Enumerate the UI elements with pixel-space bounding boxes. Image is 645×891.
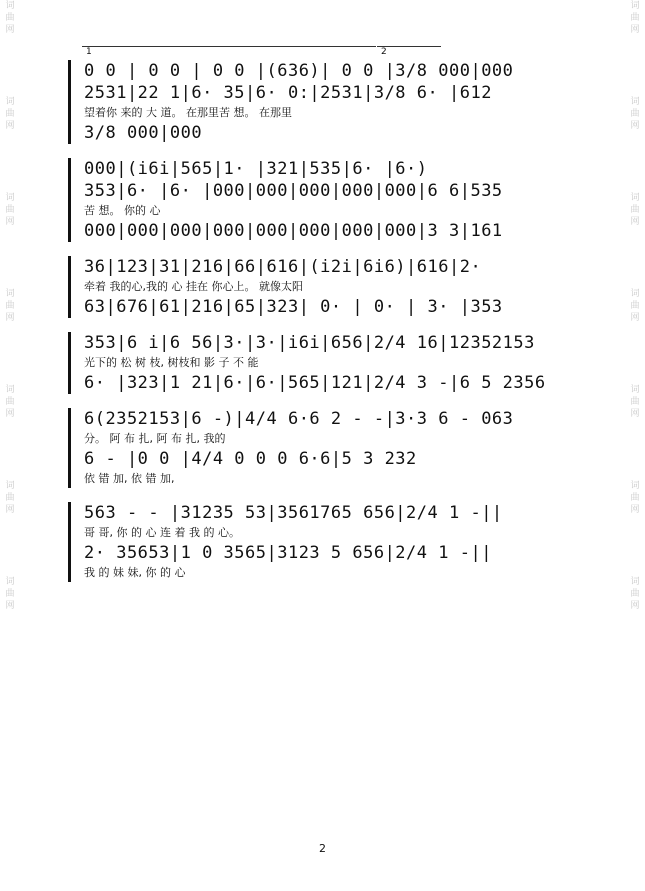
watermark-char: 词	[630, 97, 640, 107]
watermark-char: 网	[5, 409, 15, 419]
watermark-left	[2, 0, 18, 891]
watermark-char: 曲	[630, 589, 640, 599]
notation-line: 563 - - |31235 53|3561765 656|2/4 1 -||	[84, 503, 503, 523]
watermark-char: 网	[5, 121, 15, 131]
lyrics-line: 分。 阿 布 扎, 阿 布 扎, 我的	[84, 432, 226, 445]
watermark-char: 曲	[630, 493, 640, 503]
lyrics-line: 望着你 来的 大 道。 在那里苦 想。 在那里	[84, 106, 292, 119]
lyrics-line: 哥 哥, 你 的 心 连 着 我 的 心。	[84, 526, 240, 539]
watermark-char: 网	[5, 217, 15, 227]
watermark-char: 曲	[5, 397, 15, 407]
watermark-char: 词	[630, 385, 640, 395]
watermark-char: 曲	[630, 397, 640, 407]
watermark-group	[630, 288, 639, 324]
notation-line: 353|6· |6· |000|000|000|000|000|6 6|535	[84, 181, 503, 201]
watermark-char: 词	[5, 1, 15, 11]
watermark-char: 网	[630, 25, 640, 35]
watermark-group	[630, 576, 639, 612]
watermark-char: 词	[630, 481, 640, 491]
watermark-char: 词	[630, 289, 640, 299]
watermark-char: 曲	[5, 493, 15, 503]
score-system	[72, 332, 572, 394]
watermark-char: 网	[630, 601, 640, 611]
watermark-char: 曲	[630, 109, 640, 119]
watermark-group	[5, 0, 14, 36]
notation-line: 000|000|000|000|000|000|000|000|3 3|161	[84, 221, 503, 241]
lyrics-line: 光下的 松 树 枝, 树枝和 影 子 不 能	[84, 356, 259, 369]
score-system	[72, 48, 572, 144]
notation-line: 000|(i6i|565|1· |321|535|6· |6·)	[84, 159, 428, 179]
notation-line: 6· |323|1 21|6·|6·|565|121|2/4 3 -|6 5 2356	[84, 373, 546, 393]
volta-1: 1	[82, 46, 376, 55]
watermark-group	[5, 96, 14, 132]
watermark-char: 网	[5, 313, 15, 323]
score-system	[72, 502, 572, 582]
lyrics-line: 牵着 我的心,我的 心 挂在 你心上。 就像太阳	[84, 280, 303, 293]
watermark-char: 网	[630, 409, 640, 419]
watermark-char: 词	[5, 97, 15, 107]
watermark-group	[5, 192, 14, 228]
watermark-char: 词	[5, 193, 15, 203]
notation-line: 3/8 000|000	[84, 123, 203, 143]
watermark-group	[630, 384, 639, 420]
volta-2: 2	[377, 46, 441, 55]
watermark-group	[630, 192, 639, 228]
watermark-group	[5, 384, 14, 420]
watermark-char: 词	[630, 577, 640, 587]
watermark-char: 词	[5, 481, 15, 491]
watermark-char: 曲	[5, 205, 15, 215]
notation-line: 36|123|31|216|66|616|(i2i|6i6)|616|2·	[84, 257, 482, 277]
watermark-char: 网	[5, 25, 15, 35]
lyrics-line: 依 错 加, 依 错 加,	[84, 472, 175, 485]
watermark-group	[630, 0, 639, 36]
notation-line: 63|676|61|216|65|323| 0· | 0· | 3· |353	[84, 297, 503, 317]
watermark-char: 网	[630, 217, 640, 227]
music-score	[72, 48, 572, 596]
score-system	[72, 256, 572, 318]
volta-row	[72, 48, 572, 60]
watermark-char: 曲	[5, 301, 15, 311]
lyrics-line: 苦 想。 你的 心	[84, 204, 161, 217]
watermark-char: 曲	[5, 109, 15, 119]
notation-line: 6 - |0 0 |4/4 0 0 0 6·6|5 3 232	[84, 449, 417, 469]
watermark-char: 网	[5, 601, 15, 611]
watermark-char: 网	[630, 313, 640, 323]
watermark-group	[5, 576, 14, 612]
notation-line: 2531|22 1|6· 35|6· 0:|2531|3/8 6· |612	[84, 83, 492, 103]
lyrics-line: 我 的 妹 妹, 你 的 心	[84, 566, 186, 579]
notation-line: 2· 35653|1 0 3565|3123 5 656|2/4 1 -||	[84, 543, 492, 563]
watermark-char: 词	[5, 385, 15, 395]
score-system	[72, 158, 572, 242]
watermark-char: 网	[630, 121, 640, 131]
watermark-char: 曲	[630, 13, 640, 23]
page-number: 2	[319, 842, 326, 855]
watermark-group	[5, 288, 14, 324]
watermark-char: 词	[630, 1, 640, 11]
watermark-char: 曲	[5, 589, 15, 599]
notation-line: 353|6 i|6 56|3·|3·|i6i|656|2/4 16|12352153	[84, 333, 535, 353]
watermark-char: 词	[5, 577, 15, 587]
watermark-char: 词	[630, 193, 640, 203]
watermark-group	[630, 480, 639, 516]
watermark-char: 网	[5, 505, 15, 515]
watermark-right	[627, 0, 643, 891]
watermark-char: 词	[5, 289, 15, 299]
notation-line: 6(2352153|6 -)|4/4 6·6 2 - -|3·3 6 - 063	[84, 409, 514, 429]
watermark-char: 曲	[630, 301, 640, 311]
score-system	[72, 408, 572, 488]
watermark-char: 网	[630, 505, 640, 515]
notation-line: 0 0 | 0 0 | 0 0 |(636)| 0 0 |3/8 000|000	[84, 61, 514, 81]
watermark-group	[5, 480, 14, 516]
watermark-group	[630, 96, 639, 132]
watermark-char: 曲	[5, 13, 15, 23]
watermark-char: 曲	[630, 205, 640, 215]
